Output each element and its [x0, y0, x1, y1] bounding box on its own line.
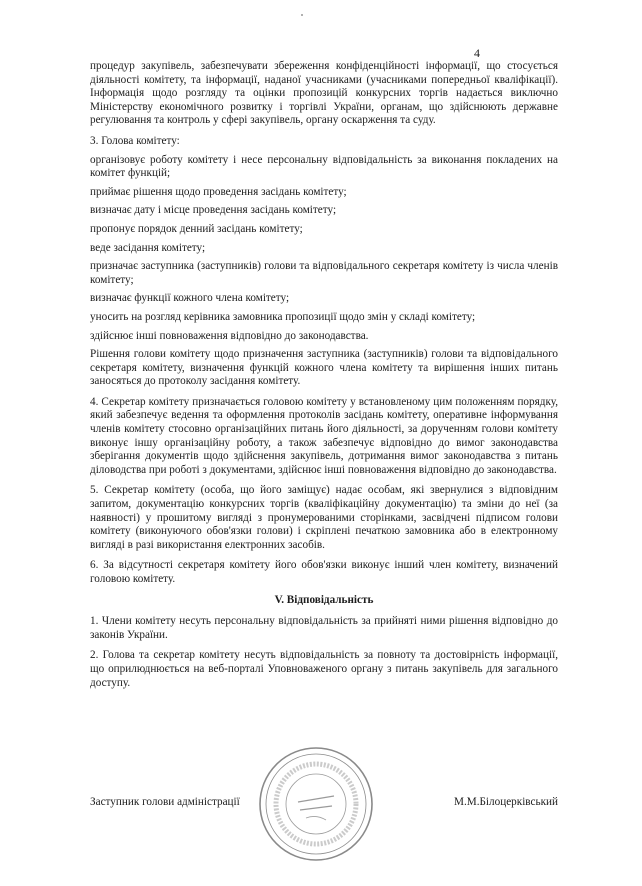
chair-duty: пропонує порядок денний засідань комітету;: [90, 222, 303, 235]
paragraph-responsibility-chair: 2. Голова та секретар комітету несуть відповідальність за повноту та достовірність інформації, що оприлюднюється на веб-порталі Уповноваженого органу з питань закупівель для загального доступу.: [90, 649, 558, 689]
chair-duty: уносить на розгляд керівника замовника пропозиції щодо змін у складі комітету;: [90, 310, 476, 323]
chair-duty: приймає рішення щодо проведення засідань комітету;: [90, 185, 347, 198]
paragraph-chair-decisions: Рішення голови комітету щодо призначення заступника (заступників) голови та відповідального секретаря комітету, визначення функцій кожного члена комітету та вирішення інших питань заносяться до протоколу засідання комітету.: [90, 348, 558, 388]
paragraph-chair-heading: 3. Голова комітету:: [90, 134, 180, 147]
paragraph-responsibility-members: 1. Члени комітету несуть персональну відповідальність за прийняті ними рішення відповідно до законів України.: [90, 615, 558, 641]
scan-speck: [301, 14, 303, 16]
section-heading: V. Відповідальність: [274, 593, 374, 606]
chair-duty: організовує роботу комітету і несе персональну відповідальність за виконання покладених на комітет функцій;: [90, 153, 558, 180]
chair-duty: призначає заступника (заступників) голови та відповідального секретаря комітету із числа членів комітету;: [90, 260, 558, 286]
chair-duty: здійснює інші повноваження відповідно до законодавства.: [90, 329, 369, 342]
paragraph-secretary-absence: 6. За відсутності секретаря комітету його обов'язки виконує інший член комітету, визначений головою комітету.: [90, 559, 558, 585]
page-number: 4: [474, 46, 480, 60]
signatory-position: Заступник голови адміністрації: [90, 796, 240, 808]
chair-duty: веде засідання комітету;: [90, 241, 206, 254]
signatory-name: М.М.Білоцерківський: [454, 796, 558, 808]
chair-duty: визначає дату і місце проведення засідань комітету;: [90, 204, 337, 217]
paragraph-continuation: процедур закупівель, забезпечувати збереження конфіденційності інформації, що стосується діяльності комітету, та інформації, наданої учасниками (учасниками попередньої кваліфікації). Інформація щодо розгляду та оцінки пропозицій конкурсних торгів надається виключно Міністерству економічного розвитку і торгівлі України, органам, що здійснюють державне регулювання та контроль у сфері закупівель, органу оскарження та суду.: [90, 60, 558, 127]
document-body: [90, 60, 558, 697]
paragraph-secretary-documents: 5. Секретар комітету (особа, що його заміщує) надає особам, які звернулися з відповідним запитом, документацію конкурсних торгів (кваліфікаційну документацію) та зміни до неї (за наявності) у прошитому вигляді з пронумерованими сторінками, засвідчені підписом голови комітету (виконуючого обов'язки голови) і скріплені печаткою замовника або в електронному вигляді в разі використання електронних засобів.: [90, 484, 558, 551]
chair-duty: визначає функції кожного члена комітету;: [90, 292, 290, 305]
official-seal-stamp: [256, 744, 376, 864]
paragraph-secretary: 4. Секретар комітету призначається головою комітету у встановленому цим положенням порядку, який забезпечує ведення та оформлення протоколів засідань комітету, оперативне інформування членів комітету стосовно організаційних питань його діяльності, за дорученням голови комітету виконує іншу організаційну роботу, а також забезпечує відповідно до вимог законодавства зберігання документів щодо здійснення закупівель, дотримання вимог законодавства з питань діловодства при роботі з документами, здійснює інші повноваження відповідно до законодавства.: [90, 395, 558, 476]
